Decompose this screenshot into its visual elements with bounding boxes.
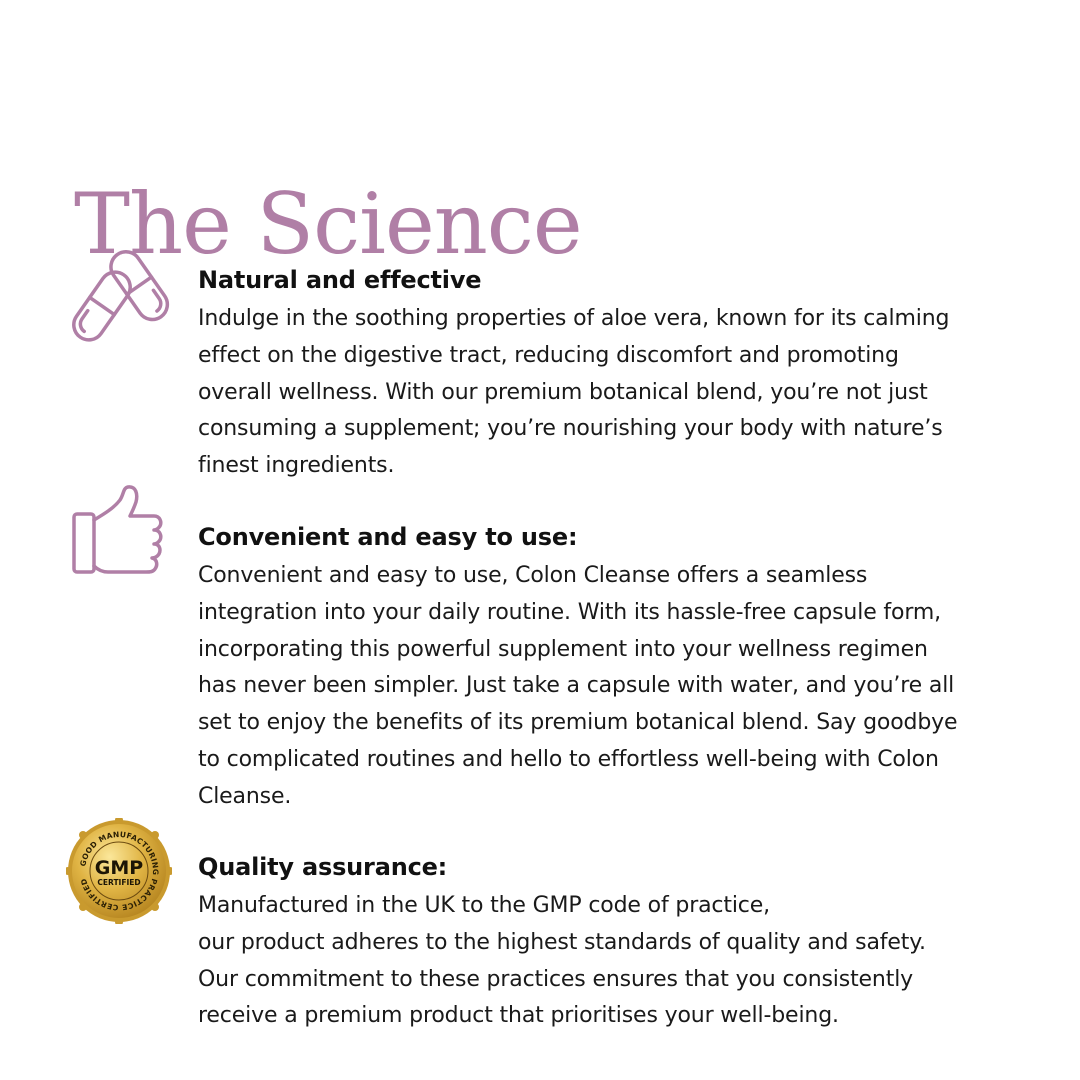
section-body <box>198 888 1058 1035</box>
body-line: Indulge in the soothing properties of aloe vera, known for its calming <box>198 306 950 331</box>
section-quality-assurance <box>198 852 1058 1035</box>
section-natural-and-effective <box>198 265 1058 485</box>
body-line: our product adheres to the highest standards of quality and safety. <box>198 929 926 955</box>
body-line: Our commitment to these practices ensures that you consistently <box>198 966 914 992</box>
body-line: Convenient and easy to use, Colon Cleanse offers a seamless <box>198 563 868 588</box>
page-title: The Science <box>74 175 582 274</box>
body-line: effect on the digestive tract, reducing discomfort and promoting <box>198 342 899 368</box>
body-line: incorporating this powerful supplement into your wellness regimen <box>198 636 928 662</box>
body-line: Manufactured in the UK to the GMP code of practice, <box>198 893 770 918</box>
badge-main-text: GMP <box>94 857 144 879</box>
body-line: Cleanse. <box>198 783 292 809</box>
body-line: receive a premium product that prioritises your well-being. <box>198 1003 839 1029</box>
capsules-icon <box>70 244 170 344</box>
section-body <box>198 558 1058 816</box>
section-heading: Quality assurance: <box>198 853 448 881</box>
section-heading: Convenient and easy to use: <box>198 523 578 551</box>
body-line: has never been simpler. Just take a capsule with water, and you’re all <box>198 673 955 699</box>
section-heading: Natural and effective <box>198 266 482 294</box>
body-line: to complicated routines and hello to effortless well-being with Colon <box>198 746 939 772</box>
section-convenient-and-easy <box>198 522 1058 816</box>
body-line: consuming a supplement; you’re nourishing your body with nature’s <box>198 416 943 442</box>
body-line: finest ingredients. <box>198 453 395 479</box>
thumbs-up-icon <box>70 484 170 580</box>
gmp-certified-badge-icon <box>66 818 172 924</box>
badge-ring-text: GOOD MANUFACTURING PRACTICE CERTIFIED <box>78 829 161 913</box>
badge-sub-text: CERTIFIED <box>97 878 141 887</box>
body-line: overall wellness. With our premium botanical blend, you’re not just <box>198 379 928 405</box>
section-body <box>198 301 1058 485</box>
body-line: set to enjoy the benefits of its premium botanical blend. Say goodbye <box>198 710 958 736</box>
body-line: integration into your daily routine. With its hassle-free capsule form, <box>198 599 941 625</box>
